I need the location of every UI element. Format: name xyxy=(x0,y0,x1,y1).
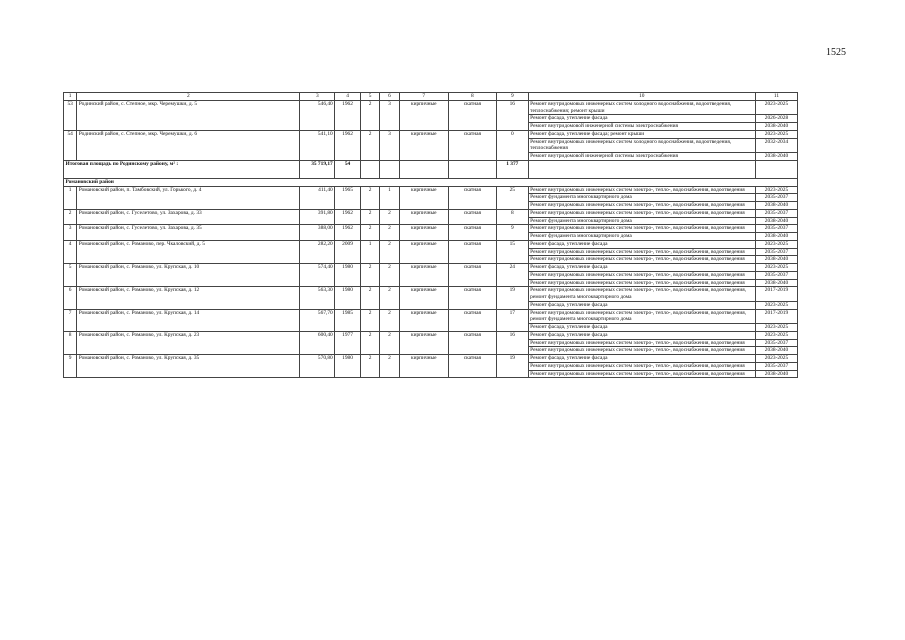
work-description: Ремонт внутридомовых инженерных систем электро-, тепло-, водоснабжения, водоотведения xyxy=(528,370,755,378)
entrances-value: 2 xyxy=(380,209,399,225)
house-area: 570,80 xyxy=(300,355,335,378)
section-row xyxy=(64,178,798,186)
floors-value: 2 xyxy=(360,331,379,354)
work-description: Ремонт фасада, утепление фасада xyxy=(528,264,755,272)
work-description: Ремонт внутридомовых инженерных систем электро-, тепло-, водоснабжения, водоотведения xyxy=(528,225,755,233)
table-row xyxy=(64,287,798,302)
build-year: 1962 xyxy=(335,209,361,225)
work-description: Ремонт внутридомовых инженерных систем электро-, тепло-, водоснабжения, водоотведения xyxy=(528,362,755,370)
empty-cell xyxy=(448,160,496,178)
work-description: Ремонт внутридомовой инженерной системы электроснабжения xyxy=(528,153,755,161)
work-description: Ремонт фундамента многоквартирного дома xyxy=(528,217,755,225)
house-area: 411,40 xyxy=(300,186,335,209)
work-period: 2038-2040 xyxy=(755,279,797,287)
work-period: 2035-2037 xyxy=(755,339,797,347)
floors-value: 2 xyxy=(360,100,379,130)
floors-value: 2 xyxy=(360,287,379,309)
register-table xyxy=(63,92,798,378)
total-row xyxy=(64,160,798,178)
wall-material: кирпичные xyxy=(399,100,448,130)
roof-type: скатная xyxy=(448,287,496,309)
house-address: Романовский район, с. Романово, ул. Крупская, д. 35 xyxy=(77,355,300,378)
house-area: 541,10 xyxy=(300,130,335,160)
work-period: 2038-2040 xyxy=(755,370,797,378)
work-description: Ремонт внутридомовых инженерных систем электро-, тепло-, водоснабжения, водоотведения xyxy=(528,271,755,279)
empty-cell xyxy=(399,160,448,178)
house-address: Романовский район, с. Романово, пер. Чкаловский, д. 5 xyxy=(77,240,300,263)
total-area: 35 719,17 xyxy=(300,160,335,178)
empty-cell xyxy=(755,160,797,178)
floors-value: 2 xyxy=(360,209,379,225)
entrances-value: 3 xyxy=(380,100,399,130)
column-number: 8 xyxy=(448,93,496,101)
work-period: 2038-2040 xyxy=(755,256,797,264)
entrances-value: 3 xyxy=(380,130,399,160)
work-description: Ремонт внутридомовых инженерных систем электро-, тепло-, водоснабжения, водоотведения xyxy=(528,209,755,217)
build-year: 1980 xyxy=(335,287,361,309)
roof-type: скатная xyxy=(448,240,496,263)
column-number: 2 xyxy=(77,93,300,101)
work-period: 2023-2025 xyxy=(755,324,797,332)
work-description: Ремонт фасада, утепление фасада xyxy=(528,355,755,363)
work-period: 2038-2040 xyxy=(755,347,797,355)
work-description: Ремонт внутридомовых инженерных систем электро-, тепло-, водоснабжения, водоотведения xyxy=(528,339,755,347)
work-period: 2035-2037 xyxy=(755,362,797,370)
empty-cell xyxy=(528,160,755,178)
work-description: Ремонт фундамента многоквартирного дома xyxy=(528,194,755,202)
wall-material: кирпичные xyxy=(399,225,448,241)
work-description: Ремонт внутридомовых инженерных систем холодного водоснабжения, водоотведения, теплоснабжения; ремонт крыши xyxy=(528,100,755,115)
row-number: 7 xyxy=(64,309,77,331)
empty-cell xyxy=(360,160,379,178)
row-number: 54 xyxy=(64,130,77,160)
entrances-value: 2 xyxy=(380,240,399,263)
roof-type: скатная xyxy=(448,355,496,378)
work-description: Ремонт внутридомовых инженерных систем электро-, тепло-, водоснабжения, водоотведения xyxy=(528,256,755,264)
column-number: 10 xyxy=(528,93,755,101)
house-address: Романовский район, п. Тамбовский, ул. Горького, д. 4 xyxy=(77,186,300,209)
wall-material: кирпичные xyxy=(399,331,448,354)
table-row xyxy=(64,130,798,138)
build-year: 1977 xyxy=(335,331,361,354)
work-description: Ремонт внутридомовой инженерной системы электроснабжения xyxy=(528,123,755,131)
house-area: 574,40 xyxy=(300,264,335,287)
house-area: 563,30 xyxy=(300,287,335,309)
roof-type: скатная xyxy=(448,264,496,287)
roof-type: скатная xyxy=(448,309,496,331)
work-period: 2023-2025 xyxy=(755,130,797,138)
wall-material: кирпичные xyxy=(399,355,448,378)
residents-count: 19 xyxy=(496,355,528,378)
wall-material: кирпичные xyxy=(399,240,448,263)
floors-value: 2 xyxy=(360,225,379,241)
table-row xyxy=(64,355,798,363)
house-area: 567,70 xyxy=(300,309,335,331)
wall-material: кирпичные xyxy=(399,309,448,331)
table-row xyxy=(64,331,798,339)
residents-count: 0 xyxy=(496,130,528,160)
work-description: Ремонт внутридомовых инженерных систем электро-, тепло-, водоснабжения, водоотведения xyxy=(528,202,755,210)
build-year: 1980 xyxy=(335,355,361,378)
work-description: Ремонт фасада, утепление фасада xyxy=(528,324,755,332)
work-period: 2035-2037 xyxy=(755,209,797,217)
roof-type: скатная xyxy=(448,331,496,354)
build-year: 1962 xyxy=(335,100,361,130)
work-description: Ремонт внутридомовых инженерных систем холодного водоснабжения, водоотведения, теплоснабжения xyxy=(528,138,755,153)
house-address: Романовский район, с. Романово, ул. Крупская, д. 23 xyxy=(77,331,300,354)
house-address: Романовский район, с. Гуселетово, ул. Захарова, д. 33 xyxy=(77,209,300,225)
wall-material: кирпичные xyxy=(399,186,448,209)
table-row xyxy=(64,309,798,324)
house-area: 600,40 xyxy=(300,331,335,354)
house-address: Родинский район, с. Степное, мкр. Черемушки, д. 5 xyxy=(77,100,300,130)
work-description: Ремонт фасада, утепление фасада xyxy=(528,115,755,123)
wall-material: кирпичные xyxy=(399,287,448,309)
entrances-value: 2 xyxy=(380,287,399,309)
work-period: 2023-2025 xyxy=(755,240,797,248)
residents-count: 24 xyxy=(496,264,528,287)
empty-cell xyxy=(380,160,399,178)
entrances-value: 2 xyxy=(380,355,399,378)
residents-count: 16 xyxy=(496,100,528,130)
work-period: 2038-2040 xyxy=(755,217,797,225)
work-period: 2023-2025 xyxy=(755,355,797,363)
work-period: 2038-2040 xyxy=(755,153,797,161)
total-count: 54 xyxy=(335,160,361,178)
total-residents: 1 377 xyxy=(496,160,528,178)
work-description: Ремонт фасада, утепление фасада xyxy=(528,301,755,309)
total-label: Итоговая площадь по Родинскому району, м² : xyxy=(64,160,300,178)
work-description: Ремонт фасада, утепление фасада xyxy=(528,240,755,248)
column-number: 9 xyxy=(496,93,528,101)
roof-type: скатная xyxy=(448,209,496,225)
table-row xyxy=(64,100,798,115)
table-row xyxy=(64,209,798,217)
column-number: 5 xyxy=(360,93,379,101)
work-description: Ремонт фасада, утепление фасада; ремонт крыши xyxy=(528,130,755,138)
work-description: Ремонт внутридомовых инженерных систем электро-, тепло-, водоснабжения, водоотведения xyxy=(528,248,755,256)
work-period: 2023-2025 xyxy=(755,264,797,272)
page-number: 1525 xyxy=(826,47,846,58)
build-year: 2009 xyxy=(335,240,361,263)
house-address: Романовский район, с. Романово, ул. Крупская, д. 10 xyxy=(77,264,300,287)
column-number: 7 xyxy=(399,93,448,101)
residents-count: 25 xyxy=(496,186,528,209)
floors-value: 2 xyxy=(360,355,379,378)
residents-count: 16 xyxy=(496,331,528,354)
entrances-value: 1 xyxy=(380,186,399,209)
row-number: 3 xyxy=(64,225,77,241)
column-number-row xyxy=(64,93,798,101)
work-description: Ремонт внутридомовых инженерных систем электро-, тепло-, водоснабжения, водоотведения, ремонт фундамента многоквартирного дома xyxy=(528,287,755,302)
work-period: 2038-2040 xyxy=(755,202,797,210)
house-address: Романовский район, с. Романово, ул. Крупская, д. 14 xyxy=(77,309,300,331)
work-description: Ремонт внутридомовых инженерных систем электро-, тепло-, водоснабжения, водоотведения xyxy=(528,279,755,287)
row-number: 1 xyxy=(64,186,77,209)
column-number: 3 xyxy=(300,93,335,101)
row-number: 8 xyxy=(64,331,77,354)
work-period: 2023-2025 xyxy=(755,301,797,309)
table-row xyxy=(64,240,798,248)
work-description: Ремонт фасада, утепление фасада xyxy=(528,331,755,339)
work-period: 2035-2037 xyxy=(755,225,797,233)
roof-type: скатная xyxy=(448,225,496,241)
work-description: Ремонт внутридомовых инженерных систем электро-, тепло-, водоснабжения, водоотведения, ремонт фундамента многоквартирного дома xyxy=(528,309,755,324)
house-area: 546,40 xyxy=(300,100,335,130)
work-description: Ремонт внутридомовых инженерных систем электро-, тепло-, водоснабжения, водоотведения xyxy=(528,186,755,194)
entrances-value: 2 xyxy=(380,309,399,331)
residents-count: 15 xyxy=(496,240,528,263)
column-number: 4 xyxy=(335,93,361,101)
house-address: Романовский район, с. Гуселетово, ул. Захарова, д. 35 xyxy=(77,225,300,241)
row-number: 9 xyxy=(64,355,77,378)
table-row xyxy=(64,225,798,233)
wall-material: кирпичные xyxy=(399,264,448,287)
work-period: 2017-2019 xyxy=(755,287,797,302)
work-period: 2035-2037 xyxy=(755,194,797,202)
roof-type: скатная xyxy=(448,186,496,209)
build-year: 1980 xyxy=(335,264,361,287)
work-description: Ремонт внутридомовых инженерных систем электро-, тепло-, водоснабжения, водоотведения xyxy=(528,347,755,355)
wall-material: кирпичные xyxy=(399,209,448,225)
residents-count: 17 xyxy=(496,309,528,331)
work-period: 2023-2025 xyxy=(755,100,797,115)
entrances-value: 2 xyxy=(380,225,399,241)
row-number: 53 xyxy=(64,100,77,130)
work-description: Ремонт фундамента многоквартирного дома xyxy=(528,233,755,241)
floors-value: 2 xyxy=(360,130,379,160)
row-number: 5 xyxy=(64,264,77,287)
work-period: 2032-2034 xyxy=(755,138,797,153)
floors-value: 2 xyxy=(360,309,379,331)
entrances-value: 2 xyxy=(380,331,399,354)
entrances-value: 2 xyxy=(380,264,399,287)
house-area: 282,20 xyxy=(300,240,335,263)
house-area: 388,00 xyxy=(300,225,335,241)
build-year: 1985 xyxy=(335,309,361,331)
floors-value: 2 xyxy=(360,186,379,209)
wall-material: кирпичные xyxy=(399,130,448,160)
work-period: 2038-2040 xyxy=(755,123,797,131)
work-period: 2023-2025 xyxy=(755,186,797,194)
house-address: Романовский район, с. Романово, ул. Крупская, д. 12 xyxy=(77,287,300,309)
roof-type: скатная xyxy=(448,100,496,130)
residents-count: 8 xyxy=(496,209,528,225)
work-period: 2035-2037 xyxy=(755,271,797,279)
build-year: 1965 xyxy=(335,186,361,209)
residents-count: 9 xyxy=(496,225,528,241)
roof-type: скатная xyxy=(448,130,496,160)
work-period: 2026-2028 xyxy=(755,115,797,123)
column-number: 11 xyxy=(755,93,797,101)
house-address: Родинский район, с. Степное, мкр. Черемушки, д. 6 xyxy=(77,130,300,160)
work-period: 2035-2037 xyxy=(755,248,797,256)
column-number: 1 xyxy=(64,93,77,101)
work-period: 2023-2025 xyxy=(755,331,797,339)
floors-value: 1 xyxy=(360,240,379,263)
build-year: 1962 xyxy=(335,130,361,160)
build-year: 1962 xyxy=(335,225,361,241)
table-row xyxy=(64,186,798,194)
house-area: 391,80 xyxy=(300,209,335,225)
work-period: 2017-2019 xyxy=(755,309,797,324)
column-number: 6 xyxy=(380,93,399,101)
row-number: 2 xyxy=(64,209,77,225)
section-title: Романовский район xyxy=(64,178,798,186)
row-number: 6 xyxy=(64,287,77,309)
table-row xyxy=(64,264,798,272)
floors-value: 2 xyxy=(360,264,379,287)
residents-count: 19 xyxy=(496,287,528,309)
row-number: 4 xyxy=(64,240,77,263)
work-period: 2038-2040 xyxy=(755,233,797,241)
